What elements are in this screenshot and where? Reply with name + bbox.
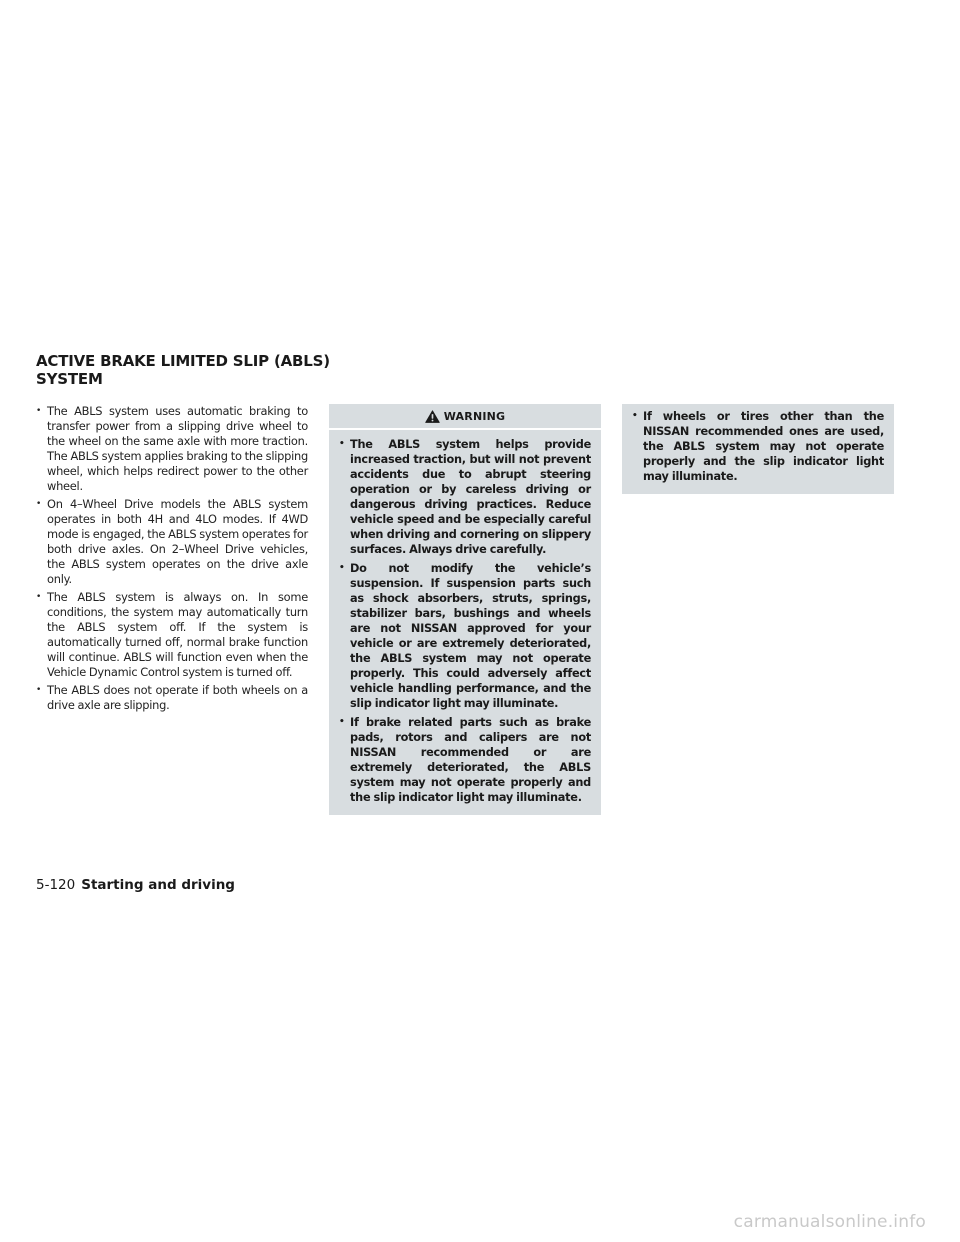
warning-continued-bullet-list [632,409,884,484]
intro-bullet: • The ABLS system is always on. In some conditions, the system may automatically turn the ABLS system off. If the system is automatically turned off, normal brake function will continue. ABLS will function even when the Vehicle Dynamic Control system is turned off. [36,590,308,680]
section-title-line-2: SYSTEM [36,370,103,388]
warning-box [329,404,601,815]
warning-continued-column [622,404,894,494]
intro-bullet: • On 4–Wheel Drive models the ABLS system operates in both 4H and 4LO modes. If 4WD mode is engaged, the ABLS system operates for both drive axles. On 2–Wheel Drive vehicles, the ABLS system operates on the drive axle only. [36,497,308,587]
warning-continued-box [622,404,894,494]
warning-bullet: • Do not modify the vehicle’s suspension. If suspension parts such as shock absorbers, struts, springs, stabilizer bars, bushings and wheels are not NISSAN approved for your vehicle or are extremely deteriorated, the ABLS system may not operate properly. This could adversely affect vehicle handling performance, and the slip indicator light may illuminate. [339,561,591,711]
section-title [36,352,336,388]
warning-continued-body [622,404,894,494]
warning-body [329,430,601,815]
warning-bullet-list [339,437,591,805]
watermark: carmanualsonline.info [733,1212,926,1232]
warning-header [329,404,601,430]
warning-bullet: • If wheels or tires other than the NISSAN recommended ones are used, the ABLS system may not operate properly and the slip indicator light may illuminate. [632,409,884,484]
page-number: 5-120 [36,877,76,893]
warning-bullet: • If brake related parts such as brake pads, rotors and calipers are not NISSAN recommended or are extremely deteriorated, the ABLS system may not operate properly and the slip indicator light may illuminate. [339,715,591,805]
warning-triangle-icon [425,410,440,423]
intro-bullet: • The ABLS does not operate if both wheels on a drive axle are slipping. [36,683,308,713]
intro-bullet: • The ABLS system uses automatic braking to transfer power from a slipping drive wheel to the wheel on the same axle with more traction. The ABLS system applies braking to the slipping wheel, which helps redirect power to the other wheel. [36,404,308,494]
chapter-title: Starting and driving [81,877,235,893]
page-footer [36,877,235,893]
intro-column [36,404,308,716]
intro-bullet-list [36,404,308,713]
warning-title: WARNING [443,409,506,423]
warning-column [329,404,601,815]
warning-bullet: • The ABLS system helps provide increased traction, but will not prevent accidents due to abrupt steering operation or by careless driving or dangerous driving practices. Reduce vehicle speed and be especially careful when driving and cornering on slippery surfaces. Always drive carefully. [339,437,591,557]
section-title-line-1: ACTIVE BRAKE LIMITED SLIP (ABLS) [36,352,330,370]
